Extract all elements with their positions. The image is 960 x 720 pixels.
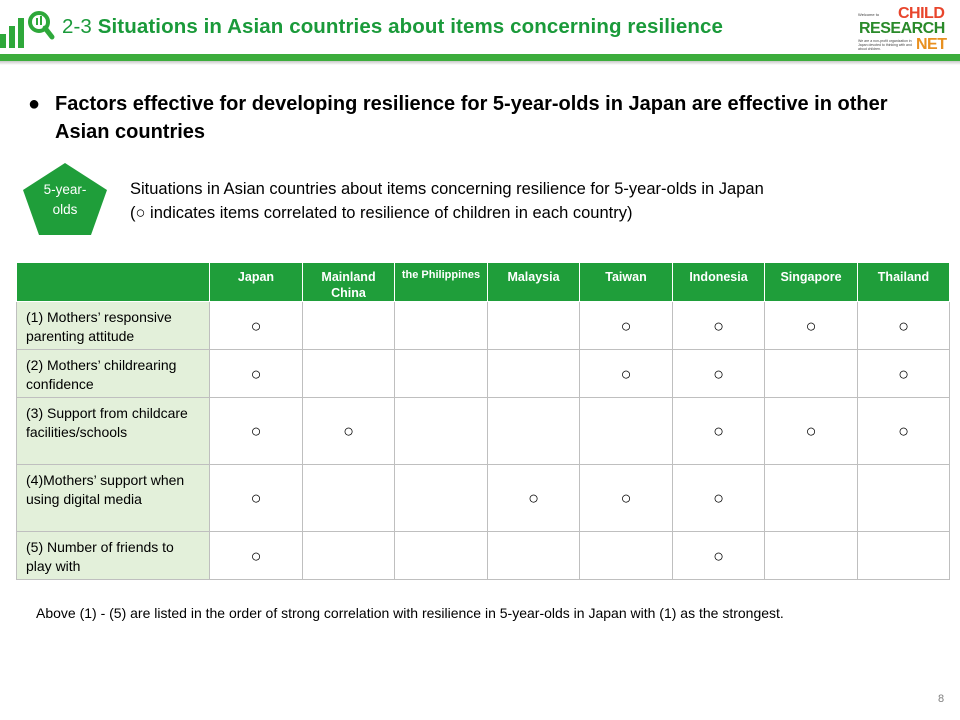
- empty-cell: [858, 465, 950, 532]
- correlation-mark-cell: [580, 465, 673, 532]
- circle-mark-icon: ○: [713, 488, 724, 508]
- circle-mark-icon: ○: [250, 421, 262, 441]
- logo-word-net: NET: [916, 36, 947, 53]
- row-label: (4)Mothers’ support when using digital media: [17, 465, 210, 532]
- circle-mark-icon: ○: [713, 315, 724, 336]
- empty-cell: [765, 350, 858, 398]
- empty-cell: [395, 532, 488, 580]
- empty-cell: [303, 302, 395, 350]
- empty-cell: [858, 532, 950, 580]
- circle-mark-icon: ○: [250, 315, 262, 336]
- empty-cell: [765, 532, 858, 580]
- page-number: 8: [938, 693, 945, 705]
- empty-cell: [303, 465, 395, 532]
- correlation-mark-cell: [210, 465, 303, 532]
- circle-mark-icon: ○: [805, 421, 817, 441]
- section-title: Situations in Asian countries about items concerning resilience: [97, 15, 723, 38]
- correlation-mark-cell: [765, 398, 858, 465]
- circle-mark-icon: ○: [713, 421, 724, 441]
- circle-mark-icon: ○: [713, 363, 724, 384]
- circle-mark-icon: ○: [898, 315, 909, 336]
- empty-cell: [395, 398, 488, 465]
- logo-word-research: RESEARCH: [859, 20, 945, 37]
- empty-cell: [580, 532, 673, 580]
- header-corner-cell: [17, 263, 210, 302]
- circle-mark-icon: ○: [620, 315, 632, 336]
- circle-mark-icon: ○: [250, 488, 262, 508]
- correlation-mark-cell: [210, 350, 303, 398]
- empty-cell: [303, 532, 395, 580]
- empty-cell: [488, 350, 580, 398]
- empty-cell: [488, 302, 580, 350]
- correlation-mark-cell: [858, 302, 950, 350]
- correlation-mark-cell: [858, 398, 950, 465]
- column-header: Thailand: [858, 263, 950, 302]
- correlation-mark-cell: [210, 532, 303, 580]
- slide-header: [0, 0, 960, 66]
- empty-cell: [395, 302, 488, 350]
- empty-cell: [765, 465, 858, 532]
- correlation-mark-cell: [858, 350, 950, 398]
- child-research-net-logo: [858, 4, 954, 52]
- empty-cell: [488, 532, 580, 580]
- correlation-mark-cell: [210, 398, 303, 465]
- circle-mark-icon: ○: [898, 363, 909, 384]
- header-shadow: [0, 61, 960, 65]
- empty-cell: [303, 350, 395, 398]
- correlation-mark-cell: [673, 398, 765, 465]
- correlation-mark-cell: [580, 302, 673, 350]
- circle-mark-icon: ○: [898, 421, 909, 441]
- age-badge-label: 5-year-olds: [43, 182, 87, 217]
- correlation-mark-cell: [673, 350, 765, 398]
- column-header: Malaysia: [488, 263, 580, 302]
- header-divider: [0, 54, 960, 61]
- correlation-mark-cell: [303, 398, 395, 465]
- table-row: [17, 532, 950, 580]
- row-label: (1) Mothers’ responsive parenting attitude: [17, 302, 210, 350]
- footnote: Above (1) - (5) are listed in the order of strong correlation with resilience in 5-year-olds in Japan with (1) as the strongest.: [36, 605, 784, 621]
- row-label: (5) Number of friends to play with: [17, 532, 210, 580]
- column-header: Mainland China: [303, 263, 395, 302]
- correlation-mark-cell: [210, 302, 303, 350]
- subtitle-line-1: Situations in Asian countries about items concerning resilience for 5-year-olds in Japan: [130, 180, 764, 198]
- circle-mark-icon: ○: [528, 488, 539, 508]
- table-row: [17, 302, 950, 350]
- correlation-mark-cell: [673, 302, 765, 350]
- correlation-mark-cell: [673, 532, 765, 580]
- correlation-mark-cell: [673, 465, 765, 532]
- correlation-mark-cell: [765, 302, 858, 350]
- column-header: the Philippines: [395, 263, 488, 302]
- circle-mark-icon: ○: [805, 315, 817, 336]
- circle-mark-icon: ○: [343, 421, 354, 441]
- column-header: Taiwan: [580, 263, 673, 302]
- subtitle-line-2: (○ indicates items correlated to resilience of children in each country): [130, 204, 633, 222]
- column-header: Singapore: [765, 263, 858, 302]
- table-row: [17, 398, 950, 465]
- headline-text: Factors effective for developing resilience for 5-year-olds in Japan are effective in other Asian countries: [55, 93, 888, 143]
- empty-cell: [580, 398, 673, 465]
- table-row: [17, 465, 950, 532]
- row-label: (3) Support from childcare facilities/schools: [17, 398, 210, 465]
- section-number: 2-3: [62, 15, 92, 38]
- correlation-mark-cell: [580, 350, 673, 398]
- logo-tagline: We are a non-profit organization in Japan devoted to thinking with and about children.: [858, 39, 912, 51]
- circle-mark-icon: ○: [620, 488, 632, 508]
- circle-mark-icon: ○: [250, 363, 262, 384]
- column-header: Indonesia: [673, 263, 765, 302]
- circle-mark-icon: ○: [713, 545, 724, 566]
- empty-cell: [395, 465, 488, 532]
- empty-cell: [488, 398, 580, 465]
- table-header-row: [17, 263, 950, 302]
- table-row: [17, 350, 950, 398]
- bullet-icon: ●: [28, 93, 41, 115]
- row-label: (2) Mothers’ childrearing confidence: [17, 350, 210, 398]
- bar-chart-magnifier-icon: [0, 4, 56, 50]
- slide-title: [62, 15, 723, 39]
- logo-welcome: Welcome to: [858, 12, 880, 17]
- logo-word-child: CHILD: [898, 5, 945, 22]
- resilience-table: [16, 262, 950, 580]
- circle-mark-icon: ○: [620, 363, 632, 384]
- circle-mark-icon: ○: [250, 545, 262, 566]
- correlation-mark-cell: [488, 465, 580, 532]
- column-header: Japan: [210, 263, 303, 302]
- empty-cell: [395, 350, 488, 398]
